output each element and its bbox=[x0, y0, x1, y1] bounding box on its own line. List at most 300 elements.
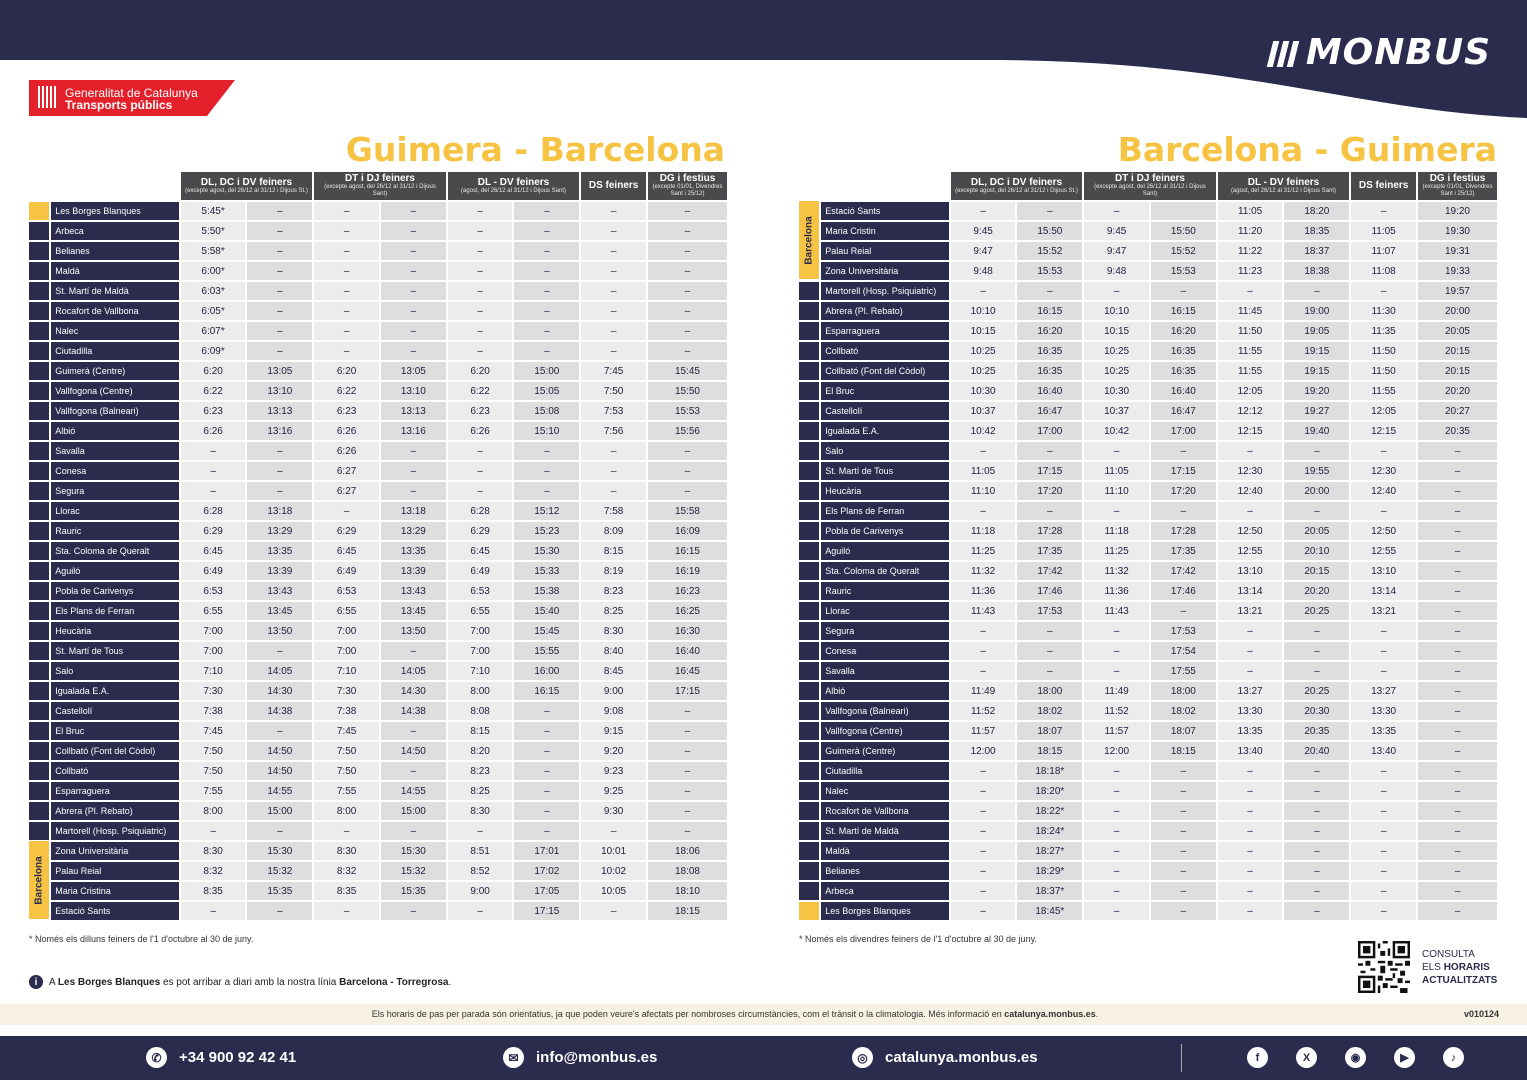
row-marker bbox=[29, 262, 49, 280]
time-cell: – bbox=[1084, 902, 1149, 920]
time-cell: 11:55 bbox=[1218, 362, 1283, 380]
stop-name: Castellolí bbox=[51, 702, 178, 720]
stop-name: Collbató (Font del Còdol) bbox=[51, 742, 178, 760]
stop-name: Arbeca bbox=[51, 222, 178, 240]
time-cell: – bbox=[581, 202, 646, 220]
time-cell: 13:39 bbox=[247, 562, 312, 580]
time-cell: 7:00 bbox=[181, 642, 246, 660]
time-cell: 7:00 bbox=[314, 622, 379, 640]
time-cell: 11:22 bbox=[1218, 242, 1283, 260]
time-cell: 18:06 bbox=[648, 842, 727, 860]
time-cell: – bbox=[1418, 682, 1497, 700]
row-marker bbox=[29, 302, 49, 320]
time-cell: 15:10 bbox=[514, 422, 579, 440]
time-cell: – bbox=[1284, 662, 1349, 680]
time-cell: – bbox=[1351, 622, 1416, 640]
time-cell: 11:57 bbox=[951, 722, 1016, 740]
table-row bbox=[799, 382, 1497, 400]
time-cell: – bbox=[1218, 842, 1283, 860]
row-marker bbox=[29, 222, 49, 240]
row-marker bbox=[29, 382, 49, 400]
time-cell: 6:09* bbox=[181, 342, 246, 360]
time-cell: 8:08 bbox=[448, 702, 513, 720]
time-cell: 18:29* bbox=[1017, 862, 1082, 880]
time-cell: 18:15 bbox=[648, 902, 727, 920]
time-cell: – bbox=[1084, 762, 1149, 780]
time-cell: 6:20 bbox=[181, 362, 246, 380]
time-cell: 15:00 bbox=[247, 802, 312, 820]
table-row bbox=[799, 482, 1497, 500]
table-row bbox=[29, 462, 727, 480]
time-cell: 11:05 bbox=[1084, 462, 1149, 480]
time-cell: 20:15 bbox=[1418, 362, 1497, 380]
time-cell: 11:55 bbox=[1218, 342, 1283, 360]
row-marker bbox=[799, 822, 819, 840]
time-cell: 19:31 bbox=[1418, 242, 1497, 260]
time-cell: 11:43 bbox=[951, 602, 1016, 620]
time-cell: 8:32 bbox=[314, 862, 379, 880]
time-cell: – bbox=[581, 262, 646, 280]
column-header: DT i DJ feiners (excepte agost, del 26/12 al 31/12 i Dijous Sant) bbox=[314, 172, 446, 200]
time-cell: 15:08 bbox=[514, 402, 579, 420]
table-row bbox=[799, 262, 1497, 280]
time-cell: 8:15 bbox=[448, 722, 513, 740]
time-cell: – bbox=[514, 222, 579, 240]
time-cell: 15:50 bbox=[648, 382, 727, 400]
stop-name: Martorell (Hosp. Psiquiatric) bbox=[821, 282, 948, 300]
time-cell: 17:15 bbox=[1017, 462, 1082, 480]
time-cell: 8:30 bbox=[581, 622, 646, 640]
time-cell: – bbox=[1418, 842, 1497, 860]
time-cell: 13:30 bbox=[1351, 702, 1416, 720]
time-cell: 18:20 bbox=[1284, 202, 1349, 220]
time-cell: – bbox=[1084, 862, 1149, 880]
time-cell: 12:50 bbox=[1351, 522, 1416, 540]
stop-name: Guimerà (Centre) bbox=[821, 742, 948, 760]
time-cell: – bbox=[448, 202, 513, 220]
footnote-outbound: * Només els dilluns feiners de l'1 d'octubre al 30 de juny. bbox=[29, 934, 254, 944]
stop-name: Salo bbox=[51, 662, 178, 680]
time-cell: 10:25 bbox=[951, 342, 1016, 360]
row-marker bbox=[29, 622, 49, 640]
time-cell: – bbox=[1351, 442, 1416, 460]
stop-name: Heucària bbox=[51, 622, 178, 640]
time-cell: 9:48 bbox=[1084, 262, 1149, 280]
time-cell: 20:15 bbox=[1284, 562, 1349, 580]
time-cell: – bbox=[247, 642, 312, 660]
time-cell: – bbox=[581, 902, 646, 920]
time-cell: 20:05 bbox=[1418, 322, 1497, 340]
time-cell: – bbox=[314, 822, 379, 840]
row-marker bbox=[29, 322, 49, 340]
time-cell: 11:32 bbox=[951, 562, 1016, 580]
stop-name: Arbeca bbox=[821, 882, 948, 900]
time-cell: – bbox=[1084, 202, 1149, 220]
time-cell: 18:02 bbox=[1151, 702, 1216, 720]
time-cell: – bbox=[181, 442, 246, 460]
time-cell: – bbox=[314, 902, 379, 920]
time-cell: – bbox=[314, 202, 379, 220]
time-cell: 16:20 bbox=[1017, 322, 1082, 340]
monbus-logo[interactable]: MONBUS bbox=[1270, 32, 1491, 73]
time-cell: 7:50 bbox=[181, 742, 246, 760]
time-cell: 13:05 bbox=[247, 362, 312, 380]
time-cell: – bbox=[381, 482, 446, 500]
row-marker bbox=[799, 322, 819, 340]
table-row bbox=[29, 262, 727, 280]
time-cell: 10:02 bbox=[581, 862, 646, 880]
time-cell: – bbox=[1151, 602, 1216, 620]
row-marker bbox=[799, 842, 819, 860]
time-cell: 15:33 bbox=[514, 562, 579, 580]
time-cell: 13:10 bbox=[1351, 562, 1416, 580]
time-cell: – bbox=[448, 322, 513, 340]
time-cell: 13:29 bbox=[247, 522, 312, 540]
time-cell: 17:15 bbox=[648, 682, 727, 700]
time-cell: – bbox=[181, 462, 246, 480]
time-cell: 7:30 bbox=[181, 682, 246, 700]
time-cell: 6:49 bbox=[448, 562, 513, 580]
row-marker bbox=[799, 662, 819, 680]
time-cell: – bbox=[181, 482, 246, 500]
time-cell: 9:08 bbox=[581, 702, 646, 720]
time-cell: 20:05 bbox=[1284, 522, 1349, 540]
time-cell: – bbox=[247, 322, 312, 340]
time-cell: 16:09 bbox=[648, 522, 727, 540]
time-cell: 19:33 bbox=[1418, 262, 1497, 280]
time-cell: 12:15 bbox=[1218, 422, 1283, 440]
table-row bbox=[799, 462, 1497, 480]
time-cell: – bbox=[1284, 282, 1349, 300]
time-cell: 8:00 bbox=[314, 802, 379, 820]
time-cell: – bbox=[314, 322, 379, 340]
time-cell: 17:35 bbox=[1017, 542, 1082, 560]
time-cell: 10:10 bbox=[1084, 302, 1149, 320]
stop-name: Belianes bbox=[51, 242, 178, 260]
time-cell: 17:55 bbox=[1151, 662, 1216, 680]
time-cell: 18:22* bbox=[1017, 802, 1082, 820]
youtube-icon[interactable]: ▶ bbox=[1394, 1047, 1415, 1068]
time-cell: – bbox=[381, 442, 446, 460]
stop-name: Ciutadilla bbox=[51, 342, 178, 360]
time-cell: 16:23 bbox=[648, 582, 727, 600]
time-cell: 13:27 bbox=[1218, 682, 1283, 700]
stop-name: Segura bbox=[51, 482, 178, 500]
time-cell: 13:10 bbox=[1218, 562, 1283, 580]
facebook-icon[interactable]: f bbox=[1247, 1047, 1268, 1068]
time-cell: – bbox=[1017, 442, 1082, 460]
row-marker bbox=[29, 442, 49, 460]
timetable-outbound bbox=[27, 170, 729, 922]
time-cell: 7:10 bbox=[314, 662, 379, 680]
time-cell: 19:00 bbox=[1284, 302, 1349, 320]
time-cell: – bbox=[951, 902, 1016, 920]
time-cell: 13:21 bbox=[1351, 602, 1416, 620]
row-marker bbox=[29, 402, 49, 420]
time-cell: – bbox=[1151, 842, 1216, 860]
stop-name: Sta. Coloma de Queralt bbox=[51, 542, 178, 560]
time-cell: – bbox=[648, 222, 727, 240]
time-cell: 16:45 bbox=[648, 662, 727, 680]
gencat-dept: Transports públics bbox=[65, 98, 173, 112]
table-row bbox=[799, 862, 1497, 880]
stop-name: Collbató bbox=[51, 762, 178, 780]
table-row bbox=[799, 782, 1497, 800]
time-cell: 10:30 bbox=[1084, 382, 1149, 400]
time-cell: 11:36 bbox=[1084, 582, 1149, 600]
time-cell: 11:10 bbox=[951, 482, 1016, 500]
time-cell: 12:15 bbox=[1351, 422, 1416, 440]
row-marker bbox=[29, 342, 49, 360]
table-row bbox=[799, 762, 1497, 780]
time-cell: 8:15 bbox=[581, 542, 646, 560]
time-cell: – bbox=[951, 442, 1016, 460]
time-cell: 7:50 bbox=[181, 762, 246, 780]
time-cell: 18:20* bbox=[1017, 782, 1082, 800]
row-marker bbox=[799, 762, 819, 780]
time-cell: 8:00 bbox=[448, 682, 513, 700]
time-cell: 6:23 bbox=[314, 402, 379, 420]
time-cell: 11:05 bbox=[1218, 202, 1283, 220]
time-cell: – bbox=[247, 482, 312, 500]
stop-name: Les Borges Blanques bbox=[821, 902, 948, 920]
time-cell: – bbox=[1418, 822, 1497, 840]
time-cell: 7:00 bbox=[314, 642, 379, 660]
time-cell: – bbox=[1084, 282, 1149, 300]
row-marker bbox=[29, 742, 49, 760]
table-row bbox=[799, 542, 1497, 560]
time-cell: – bbox=[1351, 882, 1416, 900]
time-cell: 13:45 bbox=[247, 602, 312, 620]
time-cell: 15:56 bbox=[648, 422, 727, 440]
row-marker bbox=[799, 682, 819, 700]
time-cell: 9:48 bbox=[951, 262, 1016, 280]
time-cell: – bbox=[1418, 582, 1497, 600]
time-cell: 7:55 bbox=[181, 782, 246, 800]
table-row bbox=[799, 402, 1497, 420]
table-row bbox=[799, 882, 1497, 900]
time-cell: 8:30 bbox=[314, 842, 379, 860]
time-cell: 11:55 bbox=[1351, 382, 1416, 400]
time-cell: 9:47 bbox=[1084, 242, 1149, 260]
time-cell: – bbox=[1218, 282, 1283, 300]
time-cell: 11:50 bbox=[1218, 322, 1283, 340]
stop-name: Igualada E.A. bbox=[821, 422, 948, 440]
row-marker bbox=[29, 482, 49, 500]
x-icon[interactable]: X bbox=[1296, 1047, 1317, 1068]
time-cell: 9:47 bbox=[951, 242, 1016, 260]
time-cell: 11:23 bbox=[1218, 262, 1283, 280]
row-marker bbox=[799, 862, 819, 880]
time-cell: 18:24* bbox=[1017, 822, 1082, 840]
row-marker bbox=[799, 382, 819, 400]
time-cell: 7:45 bbox=[314, 722, 379, 740]
time-cell: 10:25 bbox=[1084, 362, 1149, 380]
time-cell: – bbox=[381, 902, 446, 920]
time-cell: – bbox=[381, 642, 446, 660]
table-row bbox=[29, 782, 727, 800]
time-cell: 16:47 bbox=[1151, 402, 1216, 420]
terminus-marker bbox=[799, 902, 819, 920]
table-row bbox=[29, 722, 727, 740]
time-cell: 17:46 bbox=[1151, 582, 1216, 600]
time-cell: – bbox=[1418, 482, 1497, 500]
time-cell: 9:30 bbox=[581, 802, 646, 820]
table-row bbox=[29, 202, 727, 220]
time-cell: 7:55 bbox=[314, 782, 379, 800]
time-cell: – bbox=[1284, 442, 1349, 460]
time-cell: – bbox=[1418, 562, 1497, 580]
footer-phone[interactable]: ✆ +34 900 92 42 41 bbox=[146, 1047, 296, 1068]
time-cell: – bbox=[1284, 822, 1349, 840]
stop-name: Vallfogona (Balneari) bbox=[821, 702, 948, 720]
table-row bbox=[29, 222, 727, 240]
time-cell: 13:21 bbox=[1218, 602, 1283, 620]
time-cell: 10:42 bbox=[1084, 422, 1149, 440]
time-cell: – bbox=[1284, 862, 1349, 880]
time-cell: 10:01 bbox=[581, 842, 646, 860]
time-cell: 16:47 bbox=[1017, 402, 1082, 420]
mail-icon: ✉ bbox=[503, 1047, 524, 1068]
time-cell: 11:49 bbox=[951, 682, 1016, 700]
time-cell: 20:15 bbox=[1418, 342, 1497, 360]
tiktok-icon[interactable]: ♪ bbox=[1443, 1047, 1464, 1068]
stop-name: Zona Universitària bbox=[821, 262, 948, 280]
time-cell: 8:35 bbox=[314, 882, 379, 900]
time-cell: 16:35 bbox=[1151, 362, 1216, 380]
time-cell: – bbox=[1017, 282, 1082, 300]
time-cell: – bbox=[1218, 662, 1283, 680]
table-row bbox=[29, 242, 727, 260]
time-cell: 11:50 bbox=[1351, 342, 1416, 360]
time-cell: 18:02 bbox=[1017, 702, 1082, 720]
table-row bbox=[799, 502, 1497, 520]
time-cell: 5:50* bbox=[181, 222, 246, 240]
row-marker bbox=[799, 702, 819, 720]
time-cell: – bbox=[581, 322, 646, 340]
time-cell: 16:30 bbox=[648, 622, 727, 640]
time-cell: 11:45 bbox=[1218, 302, 1283, 320]
time-cell: 10:15 bbox=[951, 322, 1016, 340]
footer-web[interactable]: ◎ catalunya.monbus.es bbox=[852, 1047, 1038, 1068]
time-cell: – bbox=[1084, 642, 1149, 660]
time-cell: – bbox=[1084, 662, 1149, 680]
table-row bbox=[29, 682, 727, 700]
time-cell: – bbox=[247, 822, 312, 840]
table-row bbox=[799, 322, 1497, 340]
time-cell: – bbox=[1418, 542, 1497, 560]
stop-name: Salo bbox=[821, 442, 948, 460]
time-cell: – bbox=[951, 642, 1016, 660]
row-marker bbox=[29, 762, 49, 780]
stop-name: Aguiló bbox=[51, 562, 178, 580]
row-marker bbox=[799, 882, 819, 900]
instagram-icon[interactable]: ◉ bbox=[1345, 1047, 1366, 1068]
time-cell: 6:03* bbox=[181, 282, 246, 300]
time-cell: 18:15 bbox=[1017, 742, 1082, 760]
time-cell: – bbox=[1218, 782, 1283, 800]
time-cell: 8:00 bbox=[181, 802, 246, 820]
time-cell: – bbox=[1418, 622, 1497, 640]
time-cell: 14:05 bbox=[247, 662, 312, 680]
time-cell: – bbox=[648, 742, 727, 760]
time-cell: – bbox=[247, 222, 312, 240]
time-cell: – bbox=[314, 282, 379, 300]
stop-name: Rauric bbox=[51, 522, 178, 540]
time-cell: 8:32 bbox=[181, 862, 246, 880]
stop-name: Llorac bbox=[51, 502, 178, 520]
stop-name: Rocafort de Vallbona bbox=[821, 802, 948, 820]
stop-name: Maria Cristin bbox=[821, 222, 948, 240]
time-cell: 13:16 bbox=[247, 422, 312, 440]
time-cell: 20:20 bbox=[1418, 382, 1497, 400]
row-marker bbox=[799, 742, 819, 760]
time-cell: – bbox=[1351, 902, 1416, 920]
stop-name: Les Borges Blanques bbox=[51, 202, 178, 220]
time-cell: – bbox=[1284, 642, 1349, 660]
footer-email[interactable]: ✉ info@monbus.es bbox=[503, 1047, 657, 1068]
time-cell: – bbox=[1218, 822, 1283, 840]
time-cell: – bbox=[1418, 882, 1497, 900]
time-cell: – bbox=[381, 242, 446, 260]
row-marker bbox=[799, 602, 819, 620]
time-cell: 12:55 bbox=[1218, 542, 1283, 560]
stop-name: Belianes bbox=[821, 862, 948, 880]
time-cell: 17:42 bbox=[1151, 562, 1216, 580]
time-cell: 13:18 bbox=[381, 502, 446, 520]
row-marker bbox=[799, 362, 819, 380]
time-cell: 17:00 bbox=[1151, 422, 1216, 440]
time-cell: – bbox=[381, 222, 446, 240]
time-cell: 10:37 bbox=[951, 402, 1016, 420]
qr-code-icon[interactable] bbox=[1358, 941, 1410, 993]
time-cell: 8:30 bbox=[448, 802, 513, 820]
time-cell: – bbox=[247, 902, 312, 920]
time-cell: – bbox=[951, 502, 1016, 520]
disclaimer-bar: Els horaris de pas per parada són orientatius, ja que poden veure's afectats per nombroses circumstàncies, com el trànsit o la climatologia. Més informació en catalunya.monbus.es. v010124 bbox=[0, 1004, 1527, 1025]
time-cell: 13:50 bbox=[247, 622, 312, 640]
time-cell: – bbox=[951, 282, 1016, 300]
time-cell: 5:58* bbox=[181, 242, 246, 260]
stop-name: Aguiló bbox=[821, 542, 948, 560]
table-row bbox=[29, 902, 727, 920]
time-cell: 7:53 bbox=[581, 402, 646, 420]
time-cell: 11:49 bbox=[1084, 682, 1149, 700]
time-cell: – bbox=[247, 442, 312, 460]
time-cell bbox=[1151, 202, 1216, 220]
stop-name: Estació Sants bbox=[821, 202, 948, 220]
table-row bbox=[799, 822, 1497, 840]
time-cell: 15:30 bbox=[247, 842, 312, 860]
time-cell: – bbox=[448, 262, 513, 280]
time-cell: – bbox=[1351, 862, 1416, 880]
table-row bbox=[29, 702, 727, 720]
time-cell: 6:55 bbox=[314, 602, 379, 620]
time-cell: – bbox=[1351, 662, 1416, 680]
stop-name: Els Plans de Ferran bbox=[821, 502, 948, 520]
time-cell: 9:45 bbox=[951, 222, 1016, 240]
row-marker bbox=[799, 342, 819, 360]
row-marker bbox=[799, 522, 819, 540]
time-cell: 11:05 bbox=[1351, 222, 1416, 240]
stop-name: Heucària bbox=[821, 482, 948, 500]
time-cell: 13:10 bbox=[247, 382, 312, 400]
row-marker bbox=[799, 722, 819, 740]
time-cell: 20:35 bbox=[1418, 422, 1497, 440]
time-cell: 13:35 bbox=[1218, 722, 1283, 740]
website-link[interactable]: catalunya.monbus.es bbox=[1004, 1009, 1096, 1019]
time-cell: 17:02 bbox=[514, 862, 579, 880]
